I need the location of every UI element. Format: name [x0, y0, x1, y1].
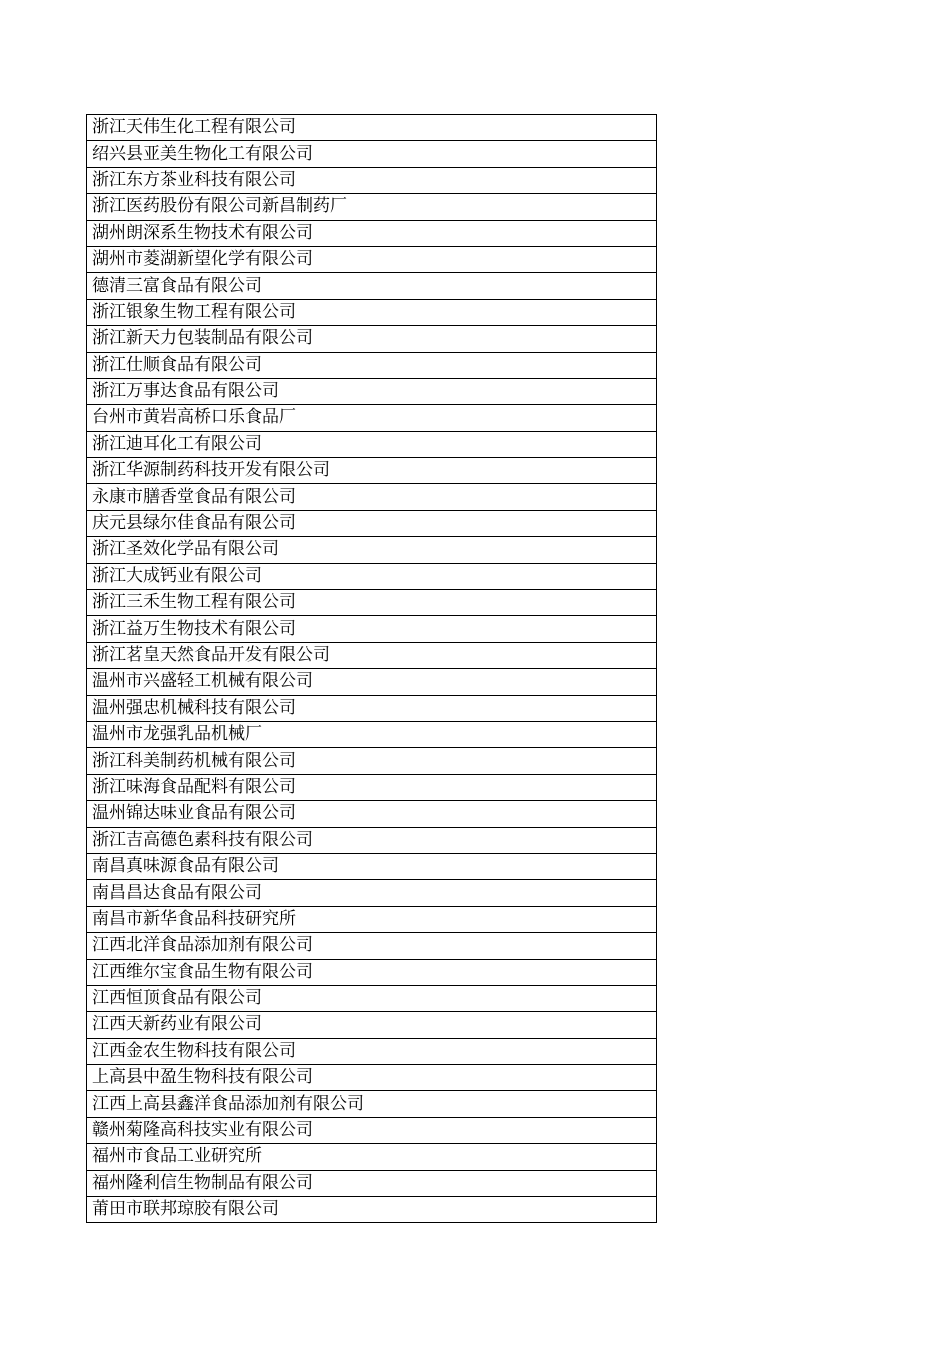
company-name-cell[interactable]: 江西恒顶食品有限公司 — [87, 985, 657, 1011]
company-name-cell[interactable]: 湖州市菱湖新望化学有限公司 — [87, 246, 657, 272]
table-row — [87, 853, 657, 879]
table-row — [87, 1197, 657, 1223]
table-row — [87, 1065, 657, 1091]
company-name-cell[interactable]: 浙江医药股份有限公司新昌制药厂 — [87, 194, 657, 220]
company-name-cell[interactable]: 浙江迪耳化工有限公司 — [87, 431, 657, 457]
table-row — [87, 431, 657, 457]
table-row — [87, 378, 657, 404]
table-row — [87, 801, 657, 827]
company-name-cell[interactable]: 浙江三禾生物工程有限公司 — [87, 590, 657, 616]
table-row — [87, 695, 657, 721]
company-name-cell[interactable]: 浙江益万生物技术有限公司 — [87, 616, 657, 642]
table-row — [87, 959, 657, 985]
company-name-cell[interactable]: 南昌昌达食品有限公司 — [87, 880, 657, 906]
company-name-cell[interactable]: 上高县中盈生物科技有限公司 — [87, 1065, 657, 1091]
company-name-cell[interactable]: 南昌市新华食品科技研究所 — [87, 906, 657, 932]
company-name-cell[interactable]: 绍兴县亚美生物化工有限公司 — [87, 141, 657, 167]
table-row — [87, 299, 657, 325]
table-row — [87, 721, 657, 747]
company-name-cell[interactable]: 南昌真味源食品有限公司 — [87, 853, 657, 879]
table-row — [87, 115, 657, 141]
table-row — [87, 484, 657, 510]
table-row — [87, 1038, 657, 1064]
table-row — [87, 537, 657, 563]
company-name-cell[interactable]: 江西维尔宝食品生物有限公司 — [87, 959, 657, 985]
table-row — [87, 590, 657, 616]
company-name-cell[interactable]: 浙江圣效化学品有限公司 — [87, 537, 657, 563]
table-row — [87, 458, 657, 484]
company-name-cell[interactable]: 浙江新天力包装制品有限公司 — [87, 326, 657, 352]
table-row — [87, 1012, 657, 1038]
table-row — [87, 563, 657, 589]
table-row — [87, 194, 657, 220]
table-row — [87, 1170, 657, 1196]
company-name-cell[interactable]: 浙江东方茶业科技有限公司 — [87, 167, 657, 193]
table-row — [87, 880, 657, 906]
company-name-cell[interactable]: 德清三富食品有限公司 — [87, 273, 657, 299]
company-name-cell[interactable]: 浙江大成钙业有限公司 — [87, 563, 657, 589]
table-row — [87, 642, 657, 668]
company-name-cell[interactable]: 温州强忠机械科技有限公司 — [87, 695, 657, 721]
company-table — [86, 114, 657, 1223]
company-name-cell[interactable]: 福州隆利信生物制品有限公司 — [87, 1170, 657, 1196]
table-row — [87, 405, 657, 431]
company-name-cell[interactable]: 庆元县绿尔佳食品有限公司 — [87, 510, 657, 536]
table-row — [87, 352, 657, 378]
table-row — [87, 273, 657, 299]
table-row — [87, 220, 657, 246]
company-name-cell[interactable]: 浙江天伟生化工程有限公司 — [87, 115, 657, 141]
company-name-cell[interactable]: 温州锦达味业食品有限公司 — [87, 801, 657, 827]
company-name-cell[interactable]: 江西金农生物科技有限公司 — [87, 1038, 657, 1064]
company-name-cell[interactable]: 浙江华源制药科技开发有限公司 — [87, 458, 657, 484]
company-name-cell[interactable]: 湖州朗深系生物技术有限公司 — [87, 220, 657, 246]
company-name-cell[interactable]: 浙江茗皇天然食品开发有限公司 — [87, 642, 657, 668]
table-row — [87, 774, 657, 800]
table-row — [87, 827, 657, 853]
company-name-cell[interactable]: 江西北洋食品添加剂有限公司 — [87, 933, 657, 959]
company-name-cell[interactable]: 赣州菊隆高科技实业有限公司 — [87, 1117, 657, 1143]
company-name-cell[interactable]: 温州市兴盛轻工机械有限公司 — [87, 669, 657, 695]
table-row — [87, 141, 657, 167]
company-name-cell[interactable]: 温州市龙强乳品机械厂 — [87, 721, 657, 747]
company-name-cell[interactable]: 永康市膳香堂食品有限公司 — [87, 484, 657, 510]
table-row — [87, 616, 657, 642]
company-name-cell[interactable]: 浙江万事达食品有限公司 — [87, 378, 657, 404]
company-table-body — [87, 115, 657, 1223]
table-row — [87, 510, 657, 536]
table-row — [87, 167, 657, 193]
company-name-cell[interactable]: 福州市食品工业研究所 — [87, 1144, 657, 1170]
table-row — [87, 246, 657, 272]
table-row — [87, 669, 657, 695]
table-row — [87, 906, 657, 932]
company-name-cell[interactable]: 江西天新药业有限公司 — [87, 1012, 657, 1038]
company-name-cell[interactable]: 浙江吉高德色素科技有限公司 — [87, 827, 657, 853]
company-name-cell[interactable]: 浙江仕顺食品有限公司 — [87, 352, 657, 378]
table-row — [87, 933, 657, 959]
company-name-cell[interactable]: 浙江味海食品配料有限公司 — [87, 774, 657, 800]
table-row — [87, 326, 657, 352]
company-name-cell[interactable]: 浙江科美制药机械有限公司 — [87, 748, 657, 774]
table-row — [87, 1144, 657, 1170]
table-row — [87, 748, 657, 774]
company-name-cell[interactable]: 台州市黄岩高桥口乐食品厂 — [87, 405, 657, 431]
table-row — [87, 985, 657, 1011]
company-name-cell[interactable]: 莆田市联邦琼胶有限公司 — [87, 1197, 657, 1223]
company-name-cell[interactable]: 浙江银象生物工程有限公司 — [87, 299, 657, 325]
table-row — [87, 1117, 657, 1143]
table-row — [87, 1091, 657, 1117]
company-name-cell[interactable]: 江西上高县鑫洋食品添加剂有限公司 — [87, 1091, 657, 1117]
